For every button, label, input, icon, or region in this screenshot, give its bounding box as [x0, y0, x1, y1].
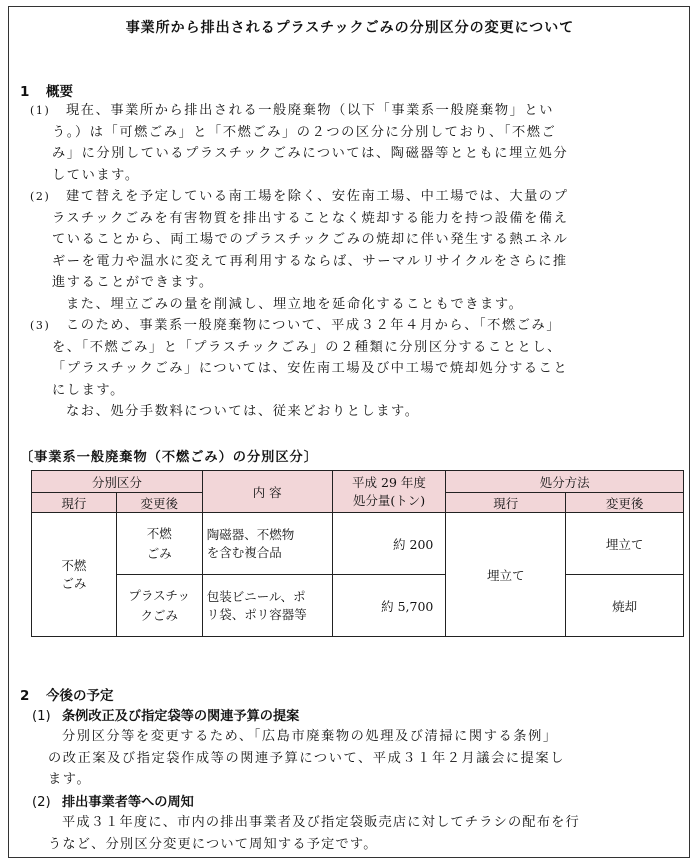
- row1-amount: 約 200: [332, 513, 446, 575]
- paragraph-line: なお、処分手数料については、従来どおりとします。: [66, 404, 420, 419]
- paragraph-line: うなど、分別区分変更について周知する予定です。: [48, 836, 378, 852]
- paragraph-2-1: [48, 726, 688, 791]
- header-method-current: 現行: [446, 493, 566, 513]
- subsection-2-2-marker: (2): [32, 795, 51, 810]
- paragraph-1-1-marker: (1): [30, 104, 51, 117]
- section-2-heading: [20, 684, 114, 704]
- section-1-title: 概要: [46, 84, 73, 100]
- paragraph-1-3-marker: (3): [30, 319, 51, 332]
- header-method: 処分方法: [446, 471, 684, 493]
- paragraph-line: ラスチックごみを有害物質を排出することなく焼却する能力を持つ設備を備え: [52, 210, 569, 226]
- table-header-row: [32, 471, 684, 493]
- paragraph-line: ていることから、両工場でのプラスチックごみの焼却に伴い発生する熱エネル: [52, 232, 569, 247]
- row2-category-line1: プラスチッ: [128, 587, 191, 603]
- method-current-cell: 埋立て: [446, 513, 566, 637]
- header-amount-line2: 処分量(トン): [352, 492, 426, 508]
- paragraph-line: の改正案及び指定袋作成等の関連予算について、平成３１年２月議会に提案し: [48, 750, 566, 766]
- paragraph-1-2-marker: (2): [30, 190, 51, 203]
- row1-method-after: 埋立て: [566, 513, 684, 575]
- row1-category-line1: 不燃: [146, 525, 172, 541]
- current-category-cell: [32, 513, 117, 637]
- paragraph-line: 進することができます。: [52, 275, 214, 290]
- paragraph-line: 平成３１年度に、市内の排出事業者及び指定袋販売店に対してチラシの配布を行: [62, 815, 580, 830]
- paragraph-line: み」に分別しているプラスチックごみについては、陶磁器等とともに埋立処分: [52, 146, 569, 161]
- subsection-2-2-heading: [32, 791, 194, 810]
- paragraph-line: しています。: [52, 167, 140, 183]
- subsection-2-1-marker: (1): [32, 709, 51, 724]
- header-method-after: 変更後: [566, 493, 684, 513]
- classification-table: [31, 470, 684, 637]
- paragraph-line: また、埋立ごみの量を削減し、埋立地を延命化することもできます。: [66, 296, 524, 312]
- section-1-heading: [20, 80, 73, 100]
- paragraph-line: 分別区分等を変更するため、「広島市廃棄物の処理及び清掃に関する条例」: [62, 729, 558, 744]
- row1-category: [116, 513, 202, 575]
- paragraph-line: う。）は「可燃ごみ」と「不燃ごみ」の２つの区分に分別しており、「不燃ご: [52, 124, 557, 140]
- header-after: 変更後: [116, 493, 202, 513]
- subsection-2-1-heading: [32, 705, 299, 724]
- paragraph-line: 「プラスチックごみ」については、安佐南工場及び中工場で焼却処分すること: [52, 361, 569, 376]
- header-current: 現行: [32, 493, 117, 513]
- row1-category-line2: ごみ: [146, 545, 172, 561]
- row2-method-after: 焼却: [566, 575, 684, 637]
- page-title: 事業所から排出されるプラスチックごみの分別区分の変更について: [125, 20, 575, 36]
- header-category: 分別区分: [32, 471, 203, 493]
- paragraph-1-2: [30, 186, 692, 315]
- table-title: 〔事業系一般廃棄物（不燃ごみ）の分別区分〕: [20, 450, 318, 465]
- row2-category: [116, 575, 202, 637]
- header-content: 内 容: [202, 471, 332, 513]
- section-1-number: 1: [20, 84, 30, 100]
- section-2-title: 今後の予定: [46, 688, 114, 704]
- paragraph-line: このため、事業系一般廃棄物について、平成３２年４月から、「不燃ごみ」: [66, 318, 562, 333]
- subsection-2-2-title: 排出事業者等への周知: [62, 795, 194, 810]
- current-category-line1: 不燃: [61, 557, 87, 573]
- header-amount: [332, 471, 446, 513]
- row1-content-line2: を含む複合品: [206, 544, 282, 560]
- section-2-number: 2: [20, 688, 30, 704]
- paragraph-line: ギーを電力や温水に変えて再利用するならば、サーマルリサイクルをさらに推: [52, 253, 568, 269]
- paragraph-line: 建て替えを予定している南工場を除く、安佐南工場、中工場では、大量のプ: [66, 189, 569, 204]
- current-category-line2: ごみ: [61, 575, 87, 591]
- table-row: [32, 575, 684, 637]
- row2-content-line1: 包装ビニール、ポ: [206, 588, 306, 604]
- paragraph-1-1: [30, 100, 692, 186]
- header-amount-line1: 平成 29 年度: [352, 474, 426, 490]
- row2-category-line2: クごみ: [140, 607, 179, 623]
- row2-amount: 約 5,700: [332, 575, 446, 637]
- paragraph-1-3: [30, 315, 692, 423]
- table-row: [32, 513, 684, 575]
- row1-content: [202, 513, 332, 575]
- row2-content-line2: リ袋、ポリ容器等: [206, 606, 307, 622]
- subsection-2-1-title: 条例改正及び指定袋等の関連予算の提案: [62, 709, 300, 724]
- row1-content-line1: 陶磁器、不燃物: [206, 526, 295, 542]
- paragraph-line: 現在、事業所から排出される一般廃棄物（以下「事業系一般廃棄物」とい: [66, 103, 554, 118]
- paragraph-line: を、「不燃ごみ」と「プラスチックごみ」の２種類に分別区分することとし、: [52, 339, 562, 355]
- paragraph-line: ます。: [48, 772, 92, 787]
- paragraph-2-2: [48, 812, 688, 855]
- paragraph-line: にします。: [52, 382, 125, 398]
- row2-content: [202, 575, 332, 637]
